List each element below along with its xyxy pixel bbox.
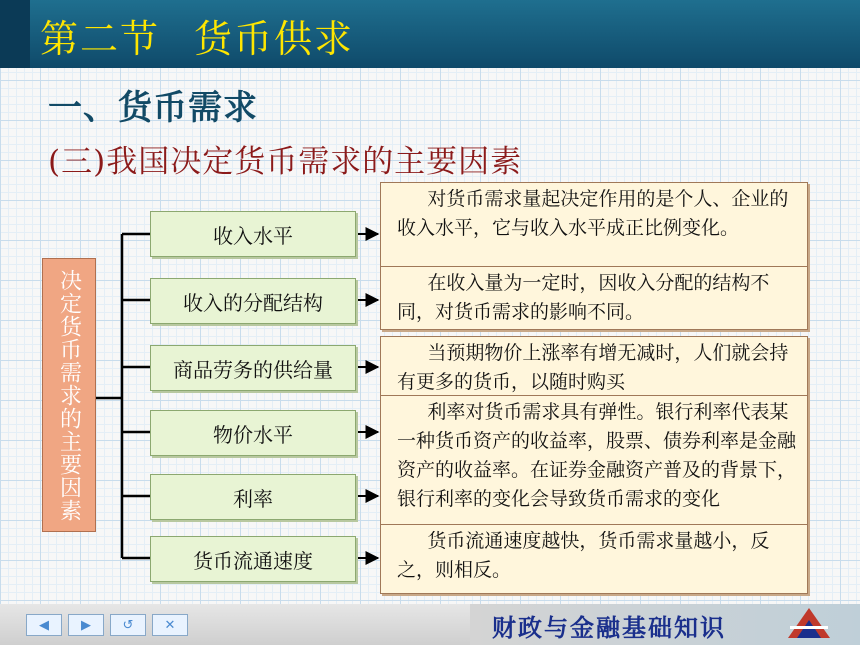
subheading: (三)我国决定货币需求的主要因素 [48, 144, 523, 180]
desc-velocity: 货币流通速度越快，货币需求量越小，反之，则相反。 [380, 524, 808, 594]
footer-brand: 财政与金融基础知识 [492, 613, 726, 642]
factor-price-level: 物价水平 [150, 410, 356, 456]
arrow-right-icon: ▶ [81, 617, 91, 633]
next-button[interactable] [68, 614, 104, 636]
close-button[interactable] [152, 614, 188, 636]
desc-income-level: 对货币需求量起决定作用的是个人、企业的收入水平，它与收入水平成正比例变化。 [380, 182, 808, 268]
close-icon: ✕ [164, 617, 176, 633]
factor-interest-rate: 利率 [150, 474, 356, 520]
arrow-left-icon: ◀ [39, 617, 49, 633]
prev-button[interactable] [26, 614, 62, 636]
factor-income-distribution: 收入的分配结构 [150, 278, 356, 324]
heading: 一、货币需求 [48, 88, 258, 128]
desc-interest-rate: 利率对货币需求具有弹性。银行利率代表某一种货币资产的收益率，股票、债券利率是金融资产的收益率。在证券金融资产普及的背景下，银行利率的变化会导致货币需求的变化 [380, 395, 808, 525]
factor-income-level: 收入水平 [150, 211, 356, 257]
title-topic: 货币供求 [194, 17, 355, 61]
title-section: 第二节 [40, 17, 161, 61]
return-button[interactable] [110, 614, 146, 636]
desc-goods-supply: 当预期物价上涨率有增无减时，人们就会持有更多的货币，以随时购买 [380, 336, 808, 396]
logo-icon [786, 606, 832, 640]
factor-goods-supply: 商品劳务的供给量 [150, 345, 356, 391]
desc-income-distribution: 在收入量为一定时，因收入分配的结构不同，对货币需求的影响不同。 [380, 266, 808, 330]
return-icon: ↺ [122, 617, 134, 633]
factor-velocity: 货币流通速度 [150, 536, 356, 582]
root-factor-box: 决定货币需求的主要因素 [42, 258, 96, 532]
